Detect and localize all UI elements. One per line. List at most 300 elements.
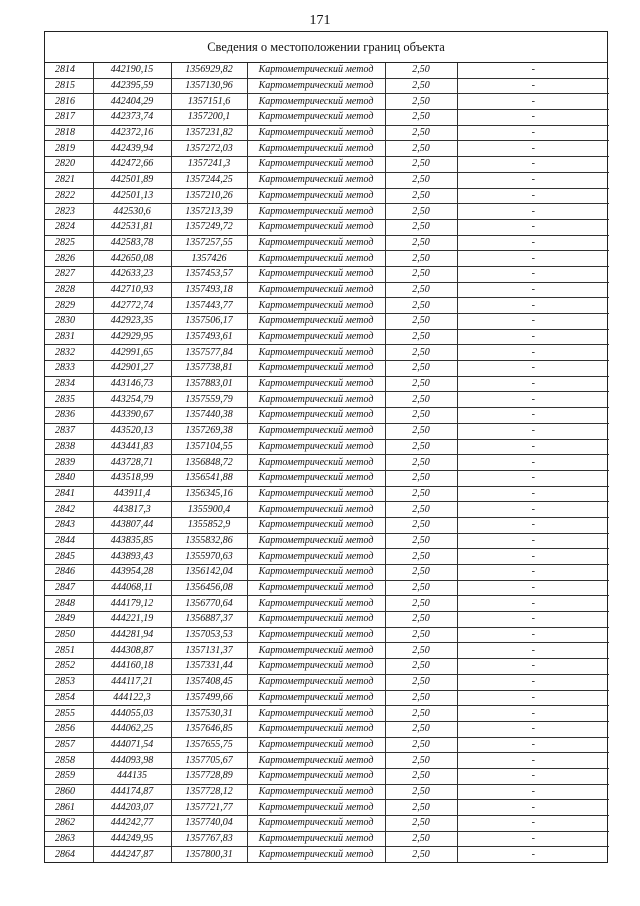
x-coordinate-cell: 442531,81 bbox=[93, 219, 171, 235]
description-cell: - bbox=[457, 784, 609, 800]
method-cell: Картометрический метод bbox=[247, 392, 385, 408]
method-cell: Картометрический метод bbox=[247, 282, 385, 298]
y-coordinate-cell: 1357493,61 bbox=[171, 329, 247, 345]
point-number-cell: 2823 bbox=[45, 204, 93, 220]
x-coordinate-cell: 444308,87 bbox=[93, 643, 171, 659]
method-cell: Картометрический метод bbox=[247, 329, 385, 345]
accuracy-cell: 2,50 bbox=[385, 423, 457, 439]
y-coordinate-cell: 1357440,38 bbox=[171, 408, 247, 424]
y-coordinate-cell: 1357767,83 bbox=[171, 831, 247, 847]
description-cell: - bbox=[457, 816, 609, 832]
x-coordinate-cell: 443390,67 bbox=[93, 408, 171, 424]
x-coordinate-cell: 442373,74 bbox=[93, 110, 171, 126]
y-coordinate-cell: 1357331,44 bbox=[171, 659, 247, 675]
description-cell: - bbox=[457, 831, 609, 847]
table-row bbox=[45, 659, 609, 675]
table-row bbox=[45, 125, 609, 141]
accuracy-cell: 2,50 bbox=[385, 816, 457, 832]
x-coordinate-cell: 444247,87 bbox=[93, 847, 171, 862]
table-row bbox=[45, 517, 609, 533]
point-number-cell: 2848 bbox=[45, 596, 93, 612]
x-coordinate-cell: 443520,13 bbox=[93, 423, 171, 439]
description-cell: - bbox=[457, 329, 609, 345]
x-coordinate-cell: 444071,54 bbox=[93, 737, 171, 753]
x-coordinate-cell: 442439,94 bbox=[93, 141, 171, 157]
point-number-cell: 2832 bbox=[45, 345, 93, 361]
y-coordinate-cell: 1357705,67 bbox=[171, 753, 247, 769]
x-coordinate-cell: 442633,23 bbox=[93, 266, 171, 282]
method-cell: Картометрический метод bbox=[247, 266, 385, 282]
y-coordinate-cell: 1356541,88 bbox=[171, 470, 247, 486]
x-coordinate-cell: 442472,66 bbox=[93, 157, 171, 173]
point-number-cell: 2825 bbox=[45, 235, 93, 251]
accuracy-cell: 2,50 bbox=[385, 455, 457, 471]
table-row bbox=[45, 266, 609, 282]
x-coordinate-cell: 443518,99 bbox=[93, 470, 171, 486]
method-cell: Картометрический метод bbox=[247, 204, 385, 220]
table-row bbox=[45, 721, 609, 737]
point-number-cell: 2859 bbox=[45, 768, 93, 784]
y-coordinate-cell: 1357559,79 bbox=[171, 392, 247, 408]
table-row bbox=[45, 768, 609, 784]
description-cell: - bbox=[457, 768, 609, 784]
table-header: Сведения о местоположении границ объекта bbox=[45, 32, 607, 63]
description-cell: - bbox=[457, 361, 609, 377]
x-coordinate-cell: 443254,79 bbox=[93, 392, 171, 408]
x-coordinate-cell: 444249,95 bbox=[93, 831, 171, 847]
table-row bbox=[45, 486, 609, 502]
description-cell: - bbox=[457, 674, 609, 690]
x-coordinate-cell: 444062,25 bbox=[93, 721, 171, 737]
accuracy-cell: 2,50 bbox=[385, 219, 457, 235]
point-number-cell: 2855 bbox=[45, 706, 93, 722]
x-coordinate-cell: 442404,29 bbox=[93, 94, 171, 110]
x-coordinate-cell: 444122,3 bbox=[93, 690, 171, 706]
point-number-cell: 2846 bbox=[45, 565, 93, 581]
description-cell: - bbox=[457, 706, 609, 722]
accuracy-cell: 2,50 bbox=[385, 659, 457, 675]
point-number-cell: 2841 bbox=[45, 486, 93, 502]
table-row bbox=[45, 596, 609, 612]
table-row bbox=[45, 282, 609, 298]
method-cell: Картометрический метод bbox=[247, 753, 385, 769]
accuracy-cell: 2,50 bbox=[385, 251, 457, 267]
y-coordinate-cell: 1357443,77 bbox=[171, 298, 247, 314]
description-cell: - bbox=[457, 204, 609, 220]
description-cell: - bbox=[457, 314, 609, 330]
table-row bbox=[45, 329, 609, 345]
y-coordinate-cell: 1355832,86 bbox=[171, 533, 247, 549]
description-cell: - bbox=[457, 408, 609, 424]
y-coordinate-cell: 1357130,96 bbox=[171, 78, 247, 94]
method-cell: Картометрический метод bbox=[247, 800, 385, 816]
description-cell: - bbox=[457, 486, 609, 502]
description-cell: - bbox=[457, 690, 609, 706]
table-row bbox=[45, 753, 609, 769]
description-cell: - bbox=[457, 800, 609, 816]
accuracy-cell: 2,50 bbox=[385, 141, 457, 157]
point-number-cell: 2861 bbox=[45, 800, 93, 816]
description-cell: - bbox=[457, 439, 609, 455]
method-cell: Картометрический метод bbox=[247, 549, 385, 565]
method-cell: Картометрический метод bbox=[247, 502, 385, 518]
method-cell: Картометрический метод bbox=[247, 470, 385, 486]
accuracy-cell: 2,50 bbox=[385, 376, 457, 392]
table-body bbox=[45, 63, 609, 862]
point-number-cell: 2838 bbox=[45, 439, 93, 455]
table-row bbox=[45, 298, 609, 314]
description-cell: - bbox=[457, 235, 609, 251]
x-coordinate-cell: 444068,11 bbox=[93, 580, 171, 596]
point-number-cell: 2833 bbox=[45, 361, 93, 377]
table-row bbox=[45, 847, 609, 862]
table-row bbox=[45, 784, 609, 800]
description-cell: - bbox=[457, 517, 609, 533]
accuracy-cell: 2,50 bbox=[385, 690, 457, 706]
y-coordinate-cell: 1357577,84 bbox=[171, 345, 247, 361]
accuracy-cell: 2,50 bbox=[385, 721, 457, 737]
table-row bbox=[45, 314, 609, 330]
x-coordinate-cell: 442501,13 bbox=[93, 188, 171, 204]
method-cell: Картометрический метод bbox=[247, 78, 385, 94]
x-coordinate-cell: 444221,19 bbox=[93, 612, 171, 628]
x-coordinate-cell: 442530,6 bbox=[93, 204, 171, 220]
description-cell: - bbox=[457, 282, 609, 298]
accuracy-cell: 2,50 bbox=[385, 502, 457, 518]
x-coordinate-cell: 443441,83 bbox=[93, 439, 171, 455]
point-number-cell: 2830 bbox=[45, 314, 93, 330]
method-cell: Картометрический метод bbox=[247, 408, 385, 424]
method-cell: Картометрический метод bbox=[247, 784, 385, 800]
y-coordinate-cell: 1356848,72 bbox=[171, 455, 247, 471]
table-row bbox=[45, 690, 609, 706]
description-cell: - bbox=[457, 533, 609, 549]
x-coordinate-cell: 442923,35 bbox=[93, 314, 171, 330]
method-cell: Картометрический метод bbox=[247, 314, 385, 330]
x-coordinate-cell: 444242,77 bbox=[93, 816, 171, 832]
accuracy-cell: 2,50 bbox=[385, 63, 457, 78]
method-cell: Картометрический метод bbox=[247, 737, 385, 753]
description-cell: - bbox=[457, 172, 609, 188]
y-coordinate-cell: 1355900,4 bbox=[171, 502, 247, 518]
accuracy-cell: 2,50 bbox=[385, 768, 457, 784]
description-cell: - bbox=[457, 251, 609, 267]
method-cell: Картометрический метод bbox=[247, 141, 385, 157]
point-number-cell: 2827 bbox=[45, 266, 93, 282]
point-number-cell: 2815 bbox=[45, 78, 93, 94]
accuracy-cell: 2,50 bbox=[385, 392, 457, 408]
method-cell: Картометрический метод bbox=[247, 298, 385, 314]
point-number-cell: 2864 bbox=[45, 847, 93, 862]
x-coordinate-cell: 442583,78 bbox=[93, 235, 171, 251]
point-number-cell: 2818 bbox=[45, 125, 93, 141]
y-coordinate-cell: 1357269,38 bbox=[171, 423, 247, 439]
x-coordinate-cell: 444117,21 bbox=[93, 674, 171, 690]
table-row bbox=[45, 565, 609, 581]
point-number-cell: 2816 bbox=[45, 94, 93, 110]
x-coordinate-cell: 442772,74 bbox=[93, 298, 171, 314]
accuracy-cell: 2,50 bbox=[385, 706, 457, 722]
description-cell: - bbox=[457, 612, 609, 628]
description-cell: - bbox=[457, 141, 609, 157]
table-row bbox=[45, 470, 609, 486]
method-cell: Картометрический метод bbox=[247, 439, 385, 455]
method-cell: Картометрический метод bbox=[247, 565, 385, 581]
table-row bbox=[45, 110, 609, 126]
point-number-cell: 2852 bbox=[45, 659, 93, 675]
y-coordinate-cell: 1356345,16 bbox=[171, 486, 247, 502]
table-row bbox=[45, 439, 609, 455]
description-cell: - bbox=[457, 423, 609, 439]
method-cell: Картометрический метод bbox=[247, 517, 385, 533]
accuracy-cell: 2,50 bbox=[385, 533, 457, 549]
point-number-cell: 2862 bbox=[45, 816, 93, 832]
point-number-cell: 2836 bbox=[45, 408, 93, 424]
y-coordinate-cell: 1357053,53 bbox=[171, 627, 247, 643]
method-cell: Картометрический метод bbox=[247, 643, 385, 659]
y-coordinate-cell: 1357131,37 bbox=[171, 643, 247, 659]
method-cell: Картометрический метод bbox=[247, 596, 385, 612]
table-row bbox=[45, 392, 609, 408]
point-number-cell: 2843 bbox=[45, 517, 93, 533]
table-row bbox=[45, 188, 609, 204]
table-row bbox=[45, 800, 609, 816]
page-number: 171 bbox=[309, 13, 331, 28]
point-number-cell: 2845 bbox=[45, 549, 93, 565]
table-row bbox=[45, 502, 609, 518]
method-cell: Картометрический метод bbox=[247, 659, 385, 675]
table-row bbox=[45, 63, 609, 78]
y-coordinate-cell: 1357210,26 bbox=[171, 188, 247, 204]
y-coordinate-cell: 1357530,31 bbox=[171, 706, 247, 722]
method-cell: Картометрический метод bbox=[247, 455, 385, 471]
point-number-cell: 2860 bbox=[45, 784, 93, 800]
x-coordinate-cell: 443911,4 bbox=[93, 486, 171, 502]
point-number-cell: 2853 bbox=[45, 674, 93, 690]
table-row bbox=[45, 78, 609, 94]
accuracy-cell: 2,50 bbox=[385, 517, 457, 533]
x-coordinate-cell: 444055,03 bbox=[93, 706, 171, 722]
table-row bbox=[45, 423, 609, 439]
y-coordinate-cell: 1357408,45 bbox=[171, 674, 247, 690]
point-number-cell: 2863 bbox=[45, 831, 93, 847]
y-coordinate-cell: 1357646,85 bbox=[171, 721, 247, 737]
y-coordinate-cell: 1356456,08 bbox=[171, 580, 247, 596]
description-cell: - bbox=[457, 78, 609, 94]
y-coordinate-cell: 1357244,25 bbox=[171, 172, 247, 188]
accuracy-cell: 2,50 bbox=[385, 157, 457, 173]
x-coordinate-cell: 442710,93 bbox=[93, 282, 171, 298]
point-number-cell: 2814 bbox=[45, 63, 93, 78]
coordinates-table bbox=[45, 63, 609, 862]
accuracy-cell: 2,50 bbox=[385, 580, 457, 596]
point-number-cell: 2837 bbox=[45, 423, 93, 439]
x-coordinate-cell: 442395,59 bbox=[93, 78, 171, 94]
x-coordinate-cell: 443835,85 bbox=[93, 533, 171, 549]
method-cell: Картометрический метод bbox=[247, 110, 385, 126]
description-cell: - bbox=[457, 549, 609, 565]
method-cell: Картометрический метод bbox=[247, 172, 385, 188]
description-cell: - bbox=[457, 580, 609, 596]
description-cell: - bbox=[457, 502, 609, 518]
description-cell: - bbox=[457, 627, 609, 643]
accuracy-cell: 2,50 bbox=[385, 282, 457, 298]
point-number-cell: 2839 bbox=[45, 455, 93, 471]
table-row bbox=[45, 251, 609, 267]
accuracy-cell: 2,50 bbox=[385, 643, 457, 659]
method-cell: Картометрический метод bbox=[247, 423, 385, 439]
point-number-cell: 2850 bbox=[45, 627, 93, 643]
table-row bbox=[45, 141, 609, 157]
x-coordinate-cell: 442929,95 bbox=[93, 329, 171, 345]
accuracy-cell: 2,50 bbox=[385, 439, 457, 455]
x-coordinate-cell: 444281,94 bbox=[93, 627, 171, 643]
accuracy-cell: 2,50 bbox=[385, 361, 457, 377]
accuracy-cell: 2,50 bbox=[385, 549, 457, 565]
y-coordinate-cell: 1357740,04 bbox=[171, 816, 247, 832]
accuracy-cell: 2,50 bbox=[385, 78, 457, 94]
y-coordinate-cell: 1356770,64 bbox=[171, 596, 247, 612]
description-cell: - bbox=[457, 596, 609, 612]
description-cell: - bbox=[457, 737, 609, 753]
point-number-cell: 2849 bbox=[45, 612, 93, 628]
accuracy-cell: 2,50 bbox=[385, 345, 457, 361]
y-coordinate-cell: 1357655,75 bbox=[171, 737, 247, 753]
point-number-cell: 2820 bbox=[45, 157, 93, 173]
method-cell: Картометрический метод bbox=[247, 612, 385, 628]
point-number-cell: 2817 bbox=[45, 110, 93, 126]
method-cell: Картометрический метод bbox=[247, 768, 385, 784]
accuracy-cell: 2,50 bbox=[385, 612, 457, 628]
y-coordinate-cell: 1357883,01 bbox=[171, 376, 247, 392]
y-coordinate-cell: 1357738,81 bbox=[171, 361, 247, 377]
point-number-cell: 2840 bbox=[45, 470, 93, 486]
table-row bbox=[45, 361, 609, 377]
table-row bbox=[45, 219, 609, 235]
y-coordinate-cell: 1357800,31 bbox=[171, 847, 247, 862]
x-coordinate-cell: 442501,89 bbox=[93, 172, 171, 188]
accuracy-cell: 2,50 bbox=[385, 94, 457, 110]
y-coordinate-cell: 1357104,55 bbox=[171, 439, 247, 455]
accuracy-cell: 2,50 bbox=[385, 737, 457, 753]
x-coordinate-cell: 443807,44 bbox=[93, 517, 171, 533]
method-cell: Картометрический метод bbox=[247, 580, 385, 596]
description-cell: - bbox=[457, 455, 609, 471]
point-number-cell: 2829 bbox=[45, 298, 93, 314]
table-row bbox=[45, 816, 609, 832]
description-cell: - bbox=[457, 94, 609, 110]
method-cell: Картометрический метод bbox=[247, 847, 385, 862]
table-row bbox=[45, 643, 609, 659]
description-cell: - bbox=[457, 643, 609, 659]
description-cell: - bbox=[457, 392, 609, 408]
y-coordinate-cell: 1357728,12 bbox=[171, 784, 247, 800]
x-coordinate-cell: 444174,87 bbox=[93, 784, 171, 800]
table-row bbox=[45, 345, 609, 361]
description-cell: - bbox=[457, 125, 609, 141]
point-number-cell: 2835 bbox=[45, 392, 93, 408]
table-row bbox=[45, 172, 609, 188]
point-number-cell: 2858 bbox=[45, 753, 93, 769]
description-cell: - bbox=[457, 565, 609, 581]
x-coordinate-cell: 443817,3 bbox=[93, 502, 171, 518]
description-cell: - bbox=[457, 157, 609, 173]
x-coordinate-cell: 443728,71 bbox=[93, 455, 171, 471]
y-coordinate-cell: 1357272,03 bbox=[171, 141, 247, 157]
method-cell: Картометрический метод bbox=[247, 721, 385, 737]
point-number-cell: 2831 bbox=[45, 329, 93, 345]
y-coordinate-cell: 1357499,66 bbox=[171, 690, 247, 706]
table-row bbox=[45, 580, 609, 596]
y-coordinate-cell: 1356887,37 bbox=[171, 612, 247, 628]
accuracy-cell: 2,50 bbox=[385, 486, 457, 502]
accuracy-cell: 2,50 bbox=[385, 408, 457, 424]
description-cell: - bbox=[457, 266, 609, 282]
y-coordinate-cell: 1355970,63 bbox=[171, 549, 247, 565]
point-number-cell: 2822 bbox=[45, 188, 93, 204]
point-number-cell: 2847 bbox=[45, 580, 93, 596]
method-cell: Картометрический метод bbox=[247, 219, 385, 235]
coordinates-table-container bbox=[44, 31, 608, 863]
method-cell: Картометрический метод bbox=[247, 816, 385, 832]
accuracy-cell: 2,50 bbox=[385, 470, 457, 486]
accuracy-cell: 2,50 bbox=[385, 266, 457, 282]
point-number-cell: 2821 bbox=[45, 172, 93, 188]
point-number-cell: 2842 bbox=[45, 502, 93, 518]
x-coordinate-cell: 444093,98 bbox=[93, 753, 171, 769]
description-cell: - bbox=[457, 847, 609, 862]
method-cell: Картометрический метод bbox=[247, 345, 385, 361]
x-coordinate-cell: 444160,18 bbox=[93, 659, 171, 675]
table-row bbox=[45, 455, 609, 471]
point-number-cell: 2844 bbox=[45, 533, 93, 549]
point-number-cell: 2851 bbox=[45, 643, 93, 659]
x-coordinate-cell: 443146,73 bbox=[93, 376, 171, 392]
accuracy-cell: 2,50 bbox=[385, 125, 457, 141]
table-row bbox=[45, 235, 609, 251]
description-cell: - bbox=[457, 659, 609, 675]
point-number-cell: 2824 bbox=[45, 219, 93, 235]
point-number-cell: 2819 bbox=[45, 141, 93, 157]
accuracy-cell: 2,50 bbox=[385, 314, 457, 330]
x-coordinate-cell: 442650,08 bbox=[93, 251, 171, 267]
point-number-cell: 2826 bbox=[45, 251, 93, 267]
x-coordinate-cell: 443954,28 bbox=[93, 565, 171, 581]
accuracy-cell: 2,50 bbox=[385, 172, 457, 188]
description-cell: - bbox=[457, 188, 609, 204]
description-cell: - bbox=[457, 376, 609, 392]
table-row bbox=[45, 706, 609, 722]
x-coordinate-cell: 444179,12 bbox=[93, 596, 171, 612]
accuracy-cell: 2,50 bbox=[385, 188, 457, 204]
y-coordinate-cell: 1357721,77 bbox=[171, 800, 247, 816]
accuracy-cell: 2,50 bbox=[385, 674, 457, 690]
method-cell: Картометрический метод bbox=[247, 706, 385, 722]
y-coordinate-cell: 1357506,17 bbox=[171, 314, 247, 330]
y-coordinate-cell: 1357151,6 bbox=[171, 94, 247, 110]
point-number-cell: 2854 bbox=[45, 690, 93, 706]
table-row bbox=[45, 674, 609, 690]
table-row bbox=[45, 831, 609, 847]
table-row bbox=[45, 408, 609, 424]
x-coordinate-cell: 442190,15 bbox=[93, 63, 171, 78]
y-coordinate-cell: 1357728,89 bbox=[171, 768, 247, 784]
description-cell: - bbox=[457, 470, 609, 486]
accuracy-cell: 2,50 bbox=[385, 753, 457, 769]
description-cell: - bbox=[457, 110, 609, 126]
accuracy-cell: 2,50 bbox=[385, 565, 457, 581]
accuracy-cell: 2,50 bbox=[385, 298, 457, 314]
